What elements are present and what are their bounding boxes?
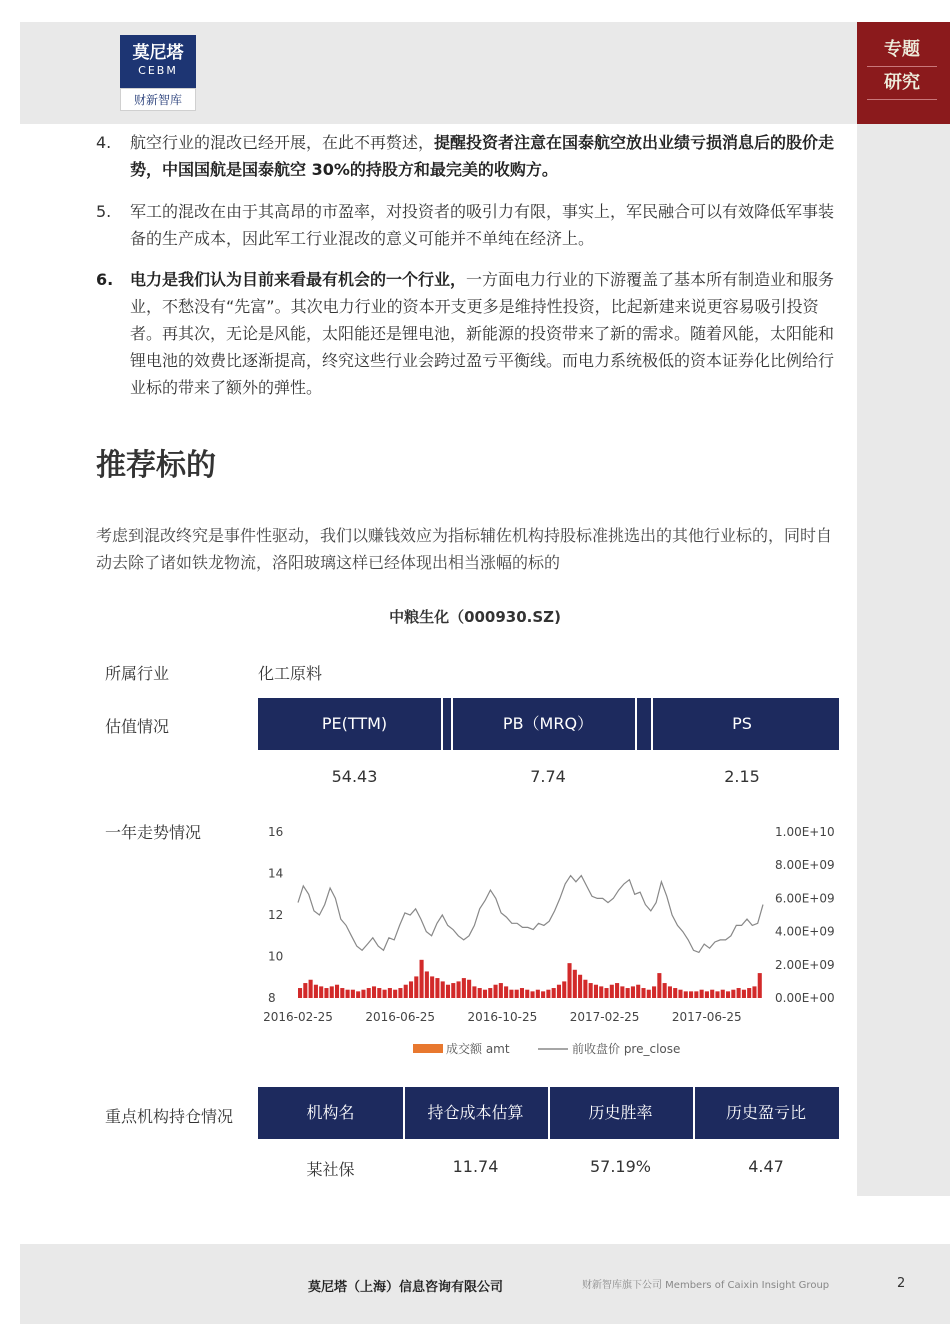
volume-bar bbox=[594, 985, 598, 998]
logo-text-cn: 莫尼塔 bbox=[132, 43, 184, 63]
volume-bar bbox=[435, 978, 439, 998]
volume-bar bbox=[552, 988, 556, 998]
header-institution: 机构名 bbox=[306, 1103, 355, 1122]
header-win-rate: 历史胜率 bbox=[588, 1103, 653, 1122]
volume-bar bbox=[515, 990, 519, 998]
list-text: 军工的混改在由于其高昂的市盈率，对投资者的吸引力有限，事实上，军民融合可以有效降低军事装备的生产成本，因此军工行业混改的意义可能并不单纯在经济上。 bbox=[130, 202, 835, 248]
y-right-tick: 8.00E+09 bbox=[775, 858, 835, 873]
trend-label: 一年走势情况 bbox=[105, 823, 202, 842]
volume-bar bbox=[636, 985, 640, 998]
list-number: 4. bbox=[96, 133, 112, 152]
volume-bar bbox=[314, 985, 318, 998]
volume-bar bbox=[626, 988, 630, 998]
volume-bar bbox=[721, 990, 725, 998]
volume-bar bbox=[752, 986, 756, 998]
volume-bar bbox=[737, 988, 741, 998]
volume-bar bbox=[377, 988, 381, 998]
intro-paragraph: 考虑到混改终究是事件性驱动，我们以赚钱效应为指标辅佐机构持股标准挑选出的其他行业标的，同时自动去除了诸如铁龙物流，洛阳玻璃这样已经体现出相当涨幅的标的 bbox=[96, 526, 833, 572]
volume-bar bbox=[409, 981, 413, 998]
volume-bar bbox=[668, 986, 672, 998]
volume-bar bbox=[404, 985, 408, 998]
volume-bar bbox=[441, 981, 445, 998]
volume-bar bbox=[673, 988, 677, 998]
volume-bar bbox=[604, 988, 608, 998]
volume-bar bbox=[367, 988, 371, 998]
value-pl-ratio: 4.47 bbox=[748, 1157, 784, 1176]
volume-bar bbox=[705, 991, 709, 998]
y-right-tick: 6.00E+09 bbox=[775, 891, 835, 906]
list-text-bold: 提醒投资者注意在国泰航空放出业绩亏损消息后的股价走势，中国国航是国泰航空 30%的持股方和最完美的收购方。 bbox=[130, 133, 835, 179]
trend-chart bbox=[258, 818, 838, 1063]
valuation-table-header bbox=[258, 698, 839, 750]
value-pe: 54.43 bbox=[331, 767, 378, 786]
header-pb: PB（MRQ） bbox=[502, 714, 594, 733]
volume-bar bbox=[631, 986, 635, 998]
logo-text-en: CEBM bbox=[138, 64, 178, 77]
volume-bar bbox=[541, 991, 545, 998]
volume-bar bbox=[504, 986, 508, 998]
volume-bar bbox=[520, 988, 524, 998]
volume-bar bbox=[451, 983, 455, 998]
volume-bar bbox=[663, 983, 667, 998]
volume-bar bbox=[747, 988, 751, 998]
list-item-5 bbox=[96, 198, 836, 252]
volume-bar bbox=[340, 988, 344, 998]
volume-bar bbox=[488, 988, 492, 998]
volume-bar bbox=[335, 985, 339, 998]
x-tick: 2017-06-25 bbox=[671, 1010, 742, 1024]
volume-bar bbox=[536, 990, 540, 998]
price-line bbox=[298, 876, 763, 953]
volume-bar bbox=[578, 975, 582, 998]
volume-bar bbox=[657, 973, 661, 998]
volume-bar bbox=[324, 988, 328, 998]
volume-bar bbox=[694, 991, 698, 998]
volume-bar bbox=[731, 990, 735, 998]
section-tab-line2: 研究 bbox=[884, 72, 920, 93]
volume-bar bbox=[346, 990, 350, 998]
industry-value: 化工原料 bbox=[258, 664, 323, 683]
volume-bar bbox=[457, 981, 461, 998]
volume-bar bbox=[372, 986, 376, 998]
volume-bar bbox=[758, 973, 762, 998]
volume-bar bbox=[462, 978, 466, 998]
legend-line-label: 前收盘价 pre_close bbox=[572, 1042, 681, 1056]
volume-bar bbox=[467, 980, 471, 998]
volume-bar bbox=[509, 990, 513, 998]
volume-bar bbox=[393, 990, 397, 998]
section-tab-line1: 专题 bbox=[867, 34, 937, 67]
volume-bar bbox=[494, 985, 498, 998]
volume-bar bbox=[700, 990, 704, 998]
volume-bar bbox=[610, 985, 614, 998]
volume-bar bbox=[430, 976, 434, 998]
volume-bar bbox=[715, 991, 719, 998]
value-cost: 11.74 bbox=[452, 1157, 499, 1176]
volume-bar bbox=[330, 986, 334, 998]
section-title: 推荐标的 bbox=[96, 448, 216, 483]
volume-bar bbox=[398, 988, 402, 998]
volume-bar bbox=[557, 985, 561, 998]
volume-bar bbox=[589, 983, 593, 998]
volume-bar bbox=[652, 986, 656, 998]
legend-bar-label: 成交额 amt bbox=[446, 1042, 510, 1056]
list-number: 6. bbox=[96, 270, 114, 289]
y-right-tick: 1.00E+10 bbox=[775, 825, 835, 839]
volume-bar bbox=[710, 990, 714, 998]
volume-bar bbox=[483, 990, 487, 998]
volume-bar bbox=[425, 971, 429, 998]
section-tab bbox=[857, 22, 950, 124]
volume-bar bbox=[303, 983, 307, 998]
logo-subtitle: 财新智库 bbox=[120, 88, 196, 111]
holdings-table-header bbox=[258, 1087, 839, 1139]
volume-bar bbox=[546, 990, 550, 998]
y-left-tick: 8 bbox=[268, 991, 276, 1005]
company-logo bbox=[120, 35, 196, 111]
volume-bar bbox=[525, 990, 529, 998]
y-right-tick: 2.00E+09 bbox=[775, 957, 835, 972]
volume-bar bbox=[567, 963, 571, 998]
volume-bar bbox=[647, 990, 651, 998]
volume-bar bbox=[742, 990, 746, 998]
y-right-tick: 0.00E+00 bbox=[775, 991, 835, 1005]
list-text: 航空行业的混改已经开展，在此不再赘述， bbox=[130, 133, 435, 152]
volume-bar bbox=[319, 986, 323, 998]
x-tick: 2016-02-25 bbox=[263, 1010, 333, 1024]
header-pe: PE(TTM) bbox=[321, 714, 388, 733]
header-pl-ratio: 历史盈亏比 bbox=[725, 1103, 806, 1122]
footer-company: 莫尼塔（上海）信息咨询有限公司 bbox=[308, 1280, 504, 1295]
x-tick: 2016-10-25 bbox=[467, 1010, 538, 1024]
y-left-tick: 16 bbox=[268, 825, 284, 839]
volume-bar bbox=[583, 980, 587, 998]
volume-bar bbox=[562, 981, 566, 998]
footer-group: 财新智库旗下公司 Members of Caixin Insight Group bbox=[582, 1280, 830, 1291]
value-institution: 某社保 bbox=[306, 1160, 355, 1179]
volume-bar bbox=[478, 988, 482, 998]
volume-bar bbox=[472, 986, 476, 998]
volume-bar bbox=[641, 988, 645, 998]
volume-bar bbox=[615, 983, 619, 998]
side-strip bbox=[857, 124, 950, 1196]
x-tick: 2017-02-25 bbox=[569, 1010, 640, 1024]
valuation-label: 估值情况 bbox=[105, 717, 170, 736]
volume-bar bbox=[309, 980, 313, 998]
value-pb: 7.74 bbox=[530, 767, 566, 786]
y-left-tick: 10 bbox=[268, 949, 284, 964]
holdings-label: 重点机构持仓情况 bbox=[105, 1107, 234, 1126]
y-left-tick: 14 bbox=[268, 866, 284, 881]
volume-bar bbox=[414, 976, 418, 998]
y-right-tick: 4.00E+09 bbox=[775, 924, 835, 939]
volume-bar bbox=[420, 960, 424, 998]
stock-title: 中粮生化（000930.SZ) bbox=[389, 608, 561, 626]
y-left-tick: 12 bbox=[268, 908, 284, 922]
list-item-6 bbox=[96, 266, 836, 401]
header-cost: 持仓成本估算 bbox=[427, 1103, 524, 1122]
header-ps: PS bbox=[732, 714, 752, 733]
volume-bar bbox=[678, 990, 682, 998]
volume-bar bbox=[620, 986, 624, 998]
value-ps: 2.15 bbox=[724, 767, 760, 786]
industry-label: 所属行业 bbox=[105, 664, 170, 683]
x-tick: 2016-06-25 bbox=[365, 1010, 436, 1024]
volume-bar bbox=[356, 991, 360, 998]
volume-bar bbox=[726, 991, 730, 998]
list-text-bold: 电力是我们认为目前来看最有机会的一个行业， bbox=[130, 270, 467, 289]
volume-bar bbox=[599, 986, 603, 998]
volume-bar bbox=[689, 991, 693, 998]
volume-bar bbox=[298, 988, 302, 998]
volume-bar bbox=[531, 991, 535, 998]
volume-bar bbox=[351, 990, 355, 998]
value-win-rate: 57.19% bbox=[589, 1157, 651, 1176]
volume-bar bbox=[499, 983, 503, 998]
volume-bar bbox=[573, 970, 577, 998]
volume-bar bbox=[383, 990, 387, 998]
list-item-4 bbox=[96, 129, 836, 183]
volume-bar bbox=[446, 985, 450, 998]
legend-bar-swatch bbox=[413, 1044, 443, 1053]
volume-bar bbox=[361, 990, 365, 998]
page-number: 2 bbox=[897, 1276, 906, 1291]
volume-bar bbox=[388, 988, 392, 998]
list-number: 5. bbox=[96, 202, 112, 221]
volume-bar bbox=[684, 991, 688, 998]
list-text: 一方面电力行业的下游覆盖了基本所有制造业和服务业，不愁没有“先富”。其次电力行业的资本开支更多是维持性投资，比起新建来说更容易吸引投资者。再其次，无论是风能，太阳能还是锂电池，新能源的投资带来了新的需求。随着风能，太阳能和锂电池的效费比逐渐提高，终究这些行业会跨过盈亏平衡线。而电力系统极低的资本证券化比例给行业标的带来了额外的弹性。 bbox=[130, 270, 835, 397]
